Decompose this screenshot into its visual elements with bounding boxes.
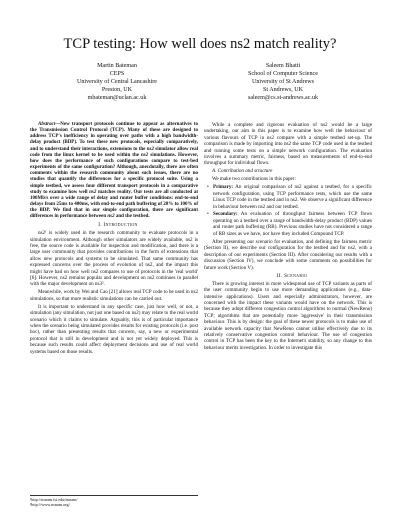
section-heading-introduction: I. Introduction	[98, 222, 138, 229]
author-org: CEPS	[109, 71, 125, 77]
author-name: Martin Bateman	[97, 63, 137, 69]
author-dept: University of Central Lancashire	[76, 79, 158, 85]
body-paragraph: ns2¹ is widely used in the research community to evaluate protocols in a simulation environment. Although other simulators are widely available, ns2 is free, the source code is available for inspection and modification, and there is a large user community that provides contributions in the form of extensions that allow new protocols and systems to be simulated. That same community has expressed concerns over the process of evolution of ns2, and the impact this might have had on how well ns2 compares to use of protocols in the 'real world' [6]. However, ns2 remains popular and development on ns2 continues in parallel with the major development on ns3².	[30, 230, 198, 288]
author-dept: University of St Andrews	[251, 79, 315, 85]
body-paragraph: We make two contributions in this paper:	[212, 176, 296, 183]
abstract: Abstract—New transport protocols continue to appear as alternatives to the Transmission Control Protocol (TCP). Many of these are designed to address TCP's inefficiency in operating over paths with a high bandwidth-delay product (BDP). To test these new protocols, especially comparatively, and to understand their interactions, extensions to the ns2 simulator allow real code from the linux kernel to be used within the ns2 simulations. However, how does the performance of such configurations compare to test-bed experiments of the same configuration? Although, anecdotally, there are often comments within the research community about such issues, there are no studies that quantify the differences for a specific protocol suite. Using a simple testbed, we assess four different transport protocols in a comparative study to examine how well ns2 matches reality. Our tests are all conducted at 100Mb/s over a wide range of delay and router buffer conditions: end-to-end delays from 25ms to 400ms, with end-to-end path buffering of 20% to 100% of the BDP. We find that in our simple configuration, there are significant differences in performance between ns2 and the testbed.	[30, 122, 198, 220]
body-paragraph: It is important to understand in any specific case, just how well, or not, a simulation (any simulation, not just one based on ns2) may relate to the real world scenario which it claims to simulate. Arguably, this is of particular importance when the scenario being simulated provides results for existing protocols (i.e. post hoc), rather than presenting results that concern, say, a new or experimental protocol that is still in development and is not yet widely deployed. This is because such results could affect deployment decisions and use of real world systems based on those results.	[30, 303, 198, 355]
body-paragraph: While a complete and rigorous evaluation of ns2 would be a large undertaking, our aim in this paper is to examine how well the behaviour of various flavours of TCP in ns2 compare with a simple testbed set-up. The comparison is made by importing into ns2 the same TCP code used in the testbed and running some tests on a simple network configuration. The evaluation involves a summary metric, fairness, based on measurements of end-to-end throughput for individual flows.	[204, 122, 372, 167]
author-city: St Andrews, UK	[262, 87, 304, 93]
body-paragraph: After presenting our scenario for evaluation, and defining the fairness metric (Section II), we describe our configuration for the testbed and for ns2, with a description of our experiments (Section III). After considering our results with a discussion (Section IV), we conclude with some comments on possibilities for future work (Section V).	[204, 239, 372, 271]
list-item: • Primary: An original comparison of ns2 against a testbed, for a specific network configuration, using TCP performance tests, which use the same Linux TCP code in the testbed and in ns2. We observe a significant difference in behaviour between ns2 and our testbed.	[213, 184, 372, 210]
paper-title: TCP testing: How well does ns2 match reality?	[63, 36, 337, 52]
author-block-2	[208, 62, 358, 102]
subsection-heading-contribution: A. Contribution and structure	[212, 168, 273, 175]
left-column	[30, 122, 198, 357]
author-org: School of Computer Science	[248, 71, 318, 77]
footnotes	[30, 495, 198, 507]
body-paragraph: Meanwhile, work by Wei and Cao [21] allows real TCP code to be used in ns2 simulations, so that more realistic simulations can be carried out.	[30, 289, 198, 302]
contribution-list	[204, 184, 372, 237]
right-column	[204, 122, 372, 353]
author-city: Preston, UK	[101, 87, 133, 93]
author-name: Saleem Bhatti	[265, 63, 301, 69]
footnote: ¹http://nsnam.isi.edu/nsnam/	[30, 497, 78, 502]
section-heading-scenario: II. Scenario	[276, 272, 308, 279]
body-paragraph: There is growing interest in more widespread use of TCP variants as parts of the user community begin to use more demanding applications (e.g., data-intensive applications). Users and especially administrators, however, are concerned with the impact these variants would have on the network. This is because they adopt different congestion control algorithms to normal (NewReno) TCP; algorithms that are potentially more 'aggressive' in their transmission behaviour. This is by design: the goal of these newer protocols is to make use of available network capacity that NewReno cannot utilise effectively due to its relatively conservative congestion control behaviour. The use of congestion control in TCP has been the key to the Internet's stability, so any change to this behaviour merits investigation. In order to investigate this	[204, 280, 372, 351]
list-item: • Secondary: An evaluation of throughput fairness between TCP flows operating on a testbed over a range of bandwidth-delay product (BDP) values and router path buffering (RB). Previous studies have not considered a range of RB sizes as we have, nor have they included Compound TCP.	[213, 211, 372, 237]
author-email: mbateman@uclan.ac.uk	[87, 95, 147, 101]
author-block-1	[42, 62, 192, 102]
author-email: saleem@cs.st-andrews.ac.uk	[247, 95, 319, 101]
footnote: ²http://www.nsnam.org/	[30, 502, 70, 508]
